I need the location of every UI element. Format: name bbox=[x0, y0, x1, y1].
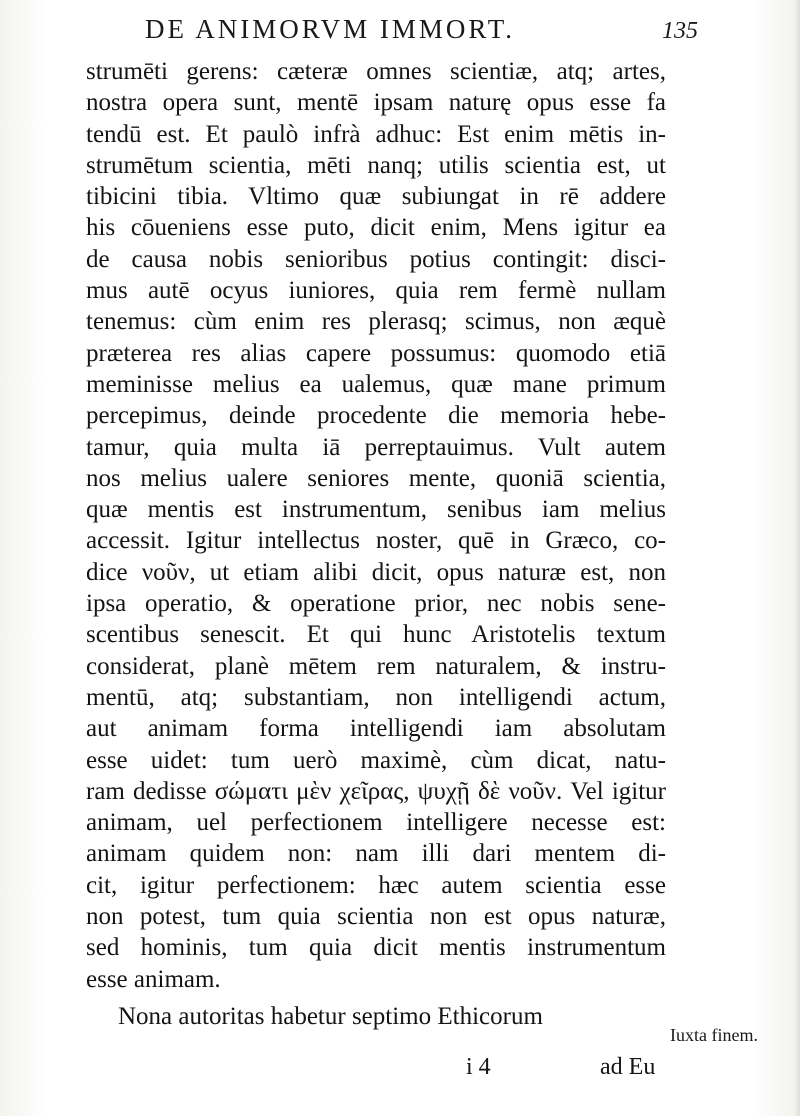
text-line: esse animam. bbox=[86, 965, 221, 993]
body-text bbox=[86, 56, 666, 1032]
text-line: tibicini tibia. Vltimo quæ subiungat in rē addere bbox=[86, 183, 666, 211]
paragraph-opening-line: Nona autoritas habetur septimo Ethicorum bbox=[118, 1002, 543, 1030]
text-line: tendū est. Et paulò infrà adhuc: Est enim mētis in- bbox=[86, 120, 666, 148]
text-line: de causa nobis senioribus potius contingit: disci- bbox=[86, 245, 666, 273]
text-line: aut animam forma intelligendi iam absolutam bbox=[86, 715, 666, 743]
text-line: nos melius ualere seniores mente, quoniā scientia, bbox=[86, 464, 666, 492]
text-line: considerat, planè mētem rem naturalem, & instru- bbox=[86, 652, 666, 680]
text-line: strumētum scientia, mēti nanq; utilis scientia est, ut bbox=[86, 151, 666, 179]
marginal-note: Iuxta finem. bbox=[670, 1025, 758, 1045]
text-line: animam, uel perfectionem intelligere necesse est: bbox=[86, 809, 666, 837]
text-line: scentibus senescit. Et qui hunc Aristotelis textum bbox=[86, 621, 666, 649]
page-number: 135 bbox=[662, 18, 698, 44]
page-edge-shadow bbox=[794, 0, 800, 1116]
text-line: dice νοῦν, ut etiam alibi dicit, opus naturæ est, non bbox=[86, 558, 666, 586]
text-line: esse uidet: tum uerò maximè, cùm dicat, natu- bbox=[86, 746, 666, 774]
text-line: animam quidem non: nam illi dari mentem di- bbox=[86, 840, 666, 868]
text-line: strumēti gerens: cæteræ omnes scientiæ, atq; artes, bbox=[86, 58, 666, 85]
text-line: accessit. Igitur intellectus noster, quē in Græco, co- bbox=[86, 527, 666, 555]
text-line: ipsa operatio, & operatione prior, nec nobis sene- bbox=[86, 590, 666, 618]
text-line: his cōueniens esse puto, dicit enim, Mens igitur ea bbox=[86, 214, 666, 242]
text-line: cit, igitur perfectionem: hæc autem scientia esse bbox=[86, 871, 666, 899]
text-line: tamur, quia multa iā perreptauimus. Vult autem bbox=[86, 433, 666, 461]
text-line: non potest, tum quia scientia non est opus naturæ, bbox=[86, 903, 666, 931]
text-line: sed hominis, tum quia dicit mentis instrumentum bbox=[86, 934, 666, 962]
text-line: mentū, atq; substantiam, non intelligendi actum, bbox=[86, 683, 666, 711]
text-line: nostra opera sunt, mentē ipsam naturę opus esse fa bbox=[86, 89, 666, 117]
text-line: percepimus, deinde procedente die memoria hebe- bbox=[86, 402, 666, 430]
text-line: quæ mentis est instrumentum, senibus iam melius bbox=[86, 496, 666, 524]
text-line: præterea res alias capere possumus: quomodo etiā bbox=[86, 339, 666, 367]
catchword: ad Eu bbox=[600, 1054, 656, 1080]
text-line: mus autē ocyus iuniores, quia rem fermè nullam bbox=[86, 277, 666, 305]
text-line: meminisse melius ea ualemus, quæ mane primum bbox=[86, 370, 666, 398]
text-line: ram dedisse σώματι μὲν χεῖρας, ψυχῇ δὲ νοῦν. Vel igitur bbox=[86, 777, 666, 805]
signature-mark: i 4 bbox=[466, 1054, 491, 1080]
running-title: DE ANIMORVM IMMORT. bbox=[145, 14, 515, 44]
text-line: tenemus: cùm enim res plerasq; scimus, non æquè bbox=[86, 308, 666, 336]
